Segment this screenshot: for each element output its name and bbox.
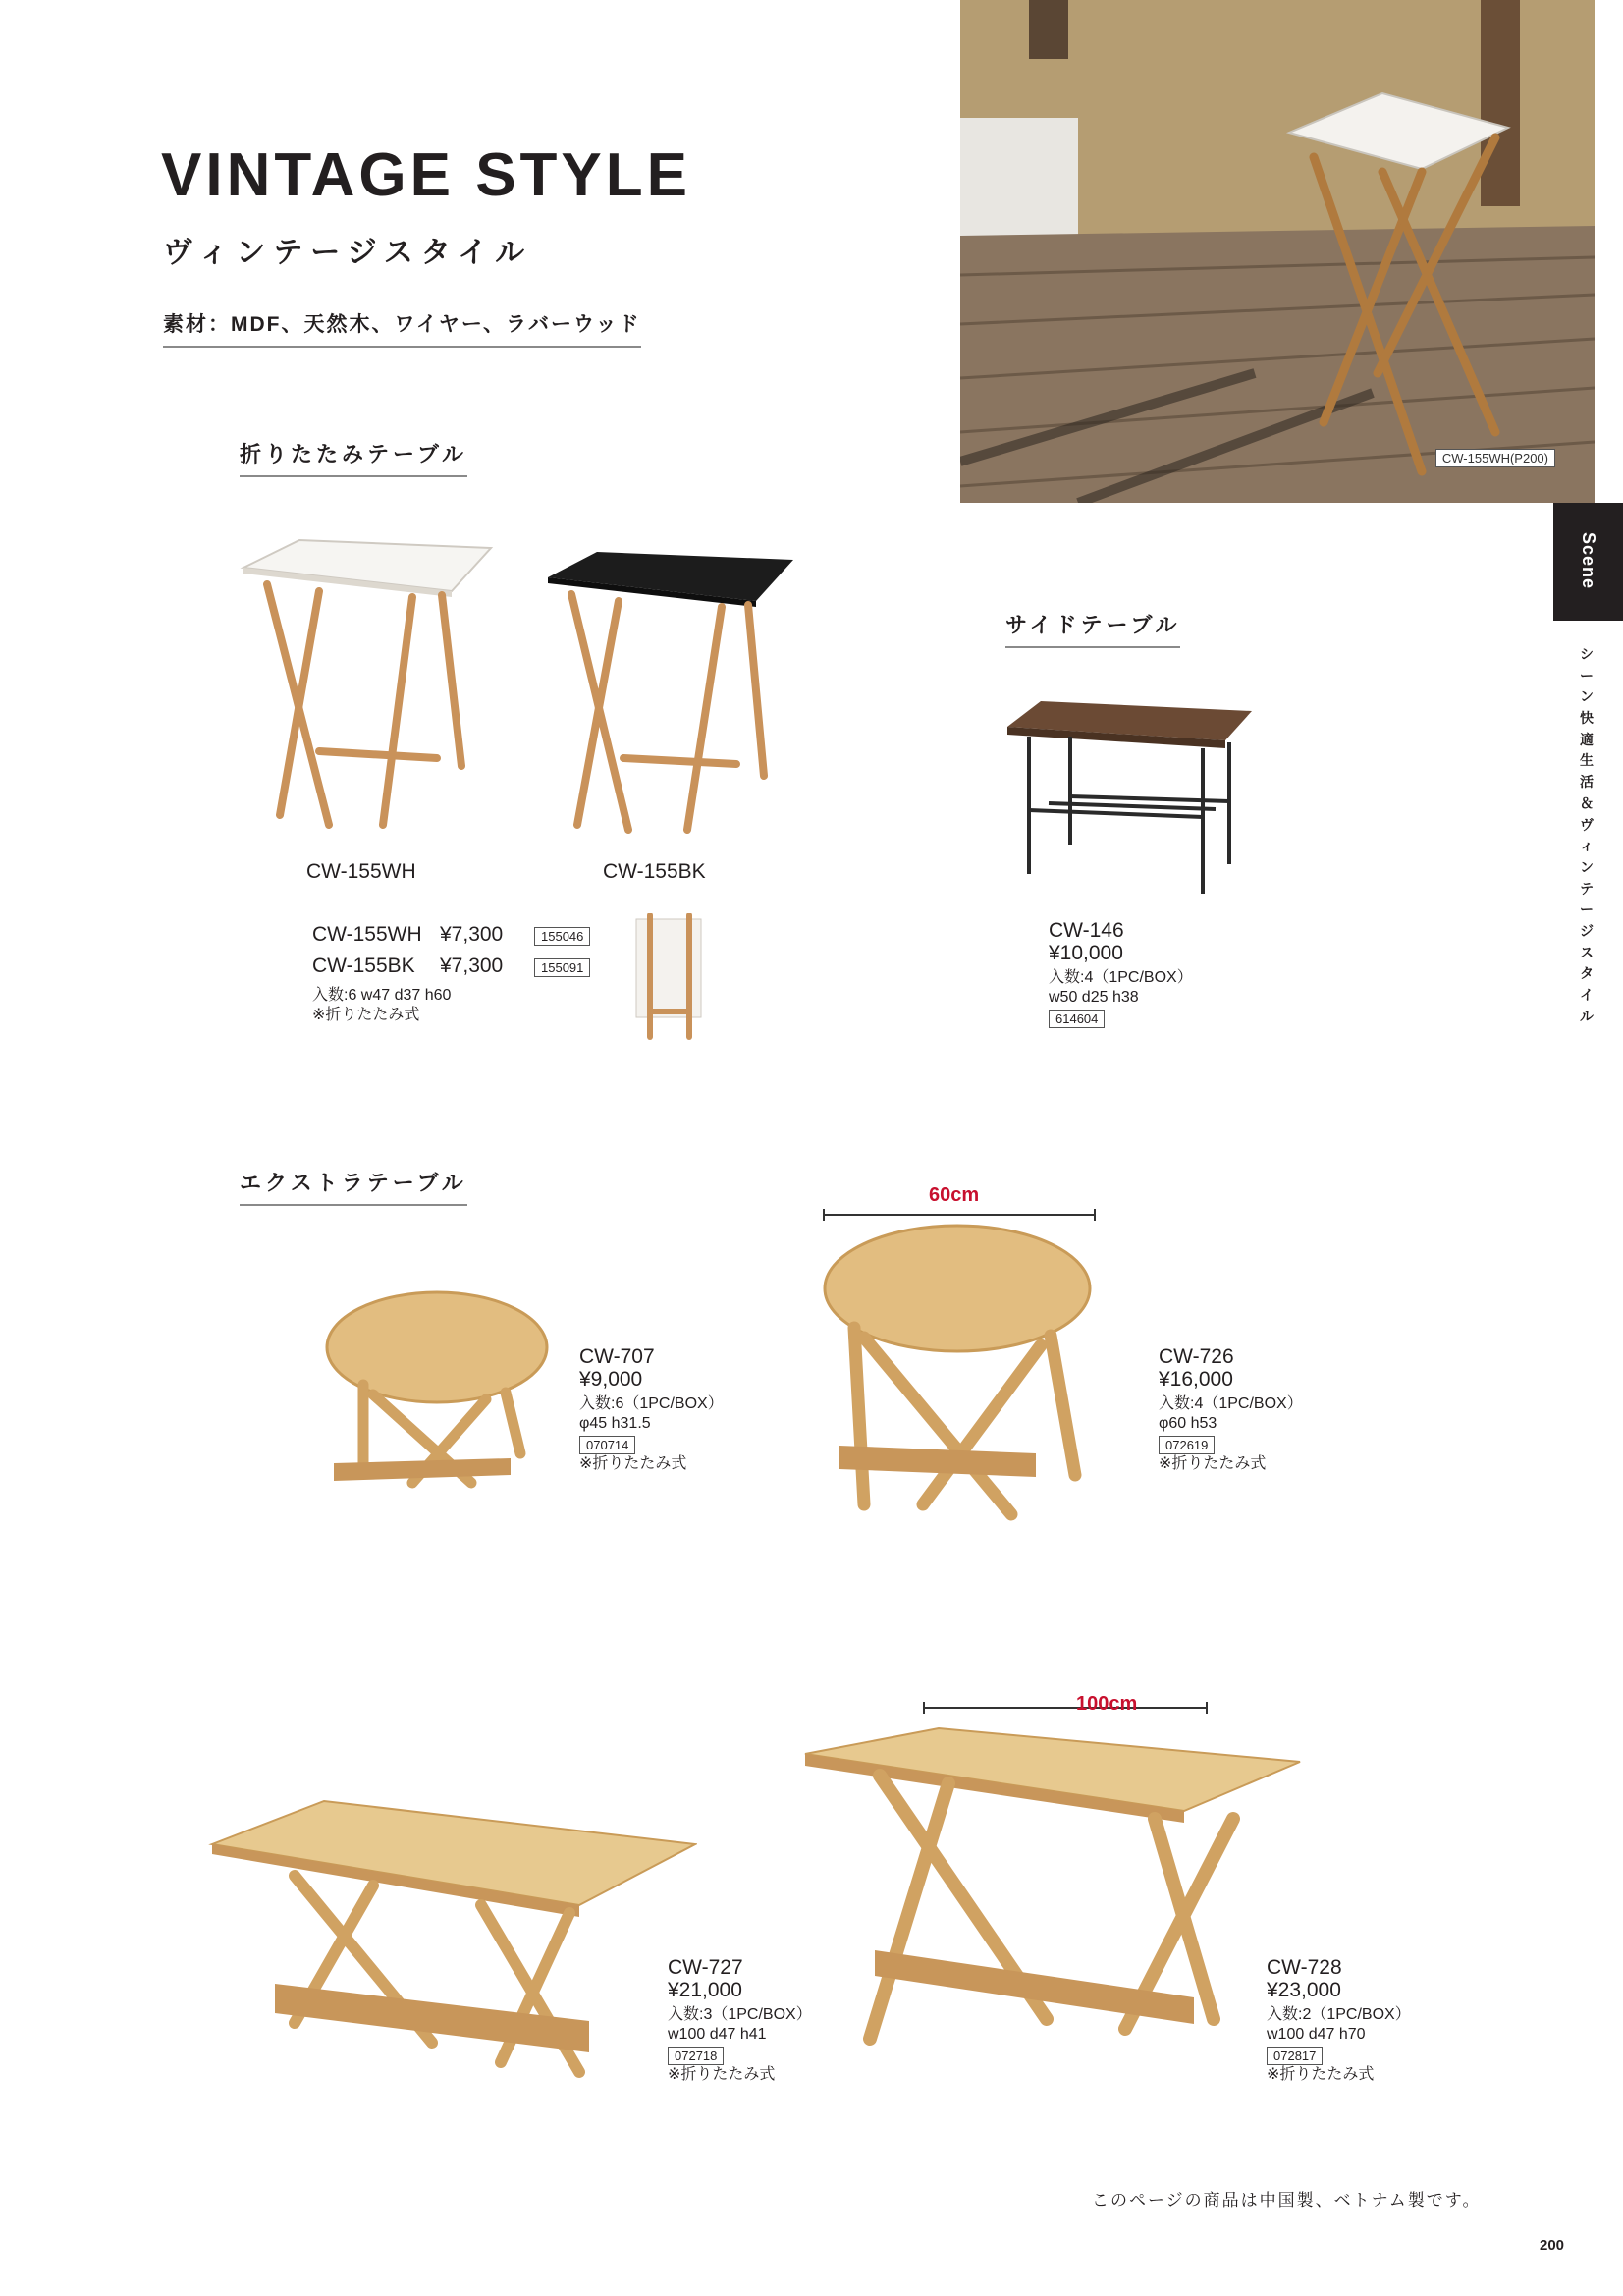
jan-code: 155091 — [534, 958, 590, 977]
product-qty: 入数:2（1PC/BOX） — [1267, 2006, 1411, 2024]
scene-tab-label: Scene — [1579, 532, 1598, 590]
product-price: ¥10,000 — [1049, 942, 1123, 965]
product-size: φ60 h53 — [1159, 1415, 1217, 1433]
product-price: ¥16,000 — [1159, 1368, 1233, 1392]
product-size: w100 d47 h41 — [668, 2026, 767, 2044]
table-cw727-image — [206, 1797, 697, 2082]
product-note: ※折りたたみ式 — [668, 2066, 776, 2084]
price-row — [312, 919, 607, 951]
price-row — [312, 951, 607, 982]
product-code: CW-146 — [1049, 919, 1124, 942]
product-code: CW-727 — [668, 1956, 743, 1979]
section-extra-tables: エクストラテーブル — [240, 1167, 467, 1206]
label-cw155bk: CW-155BK — [603, 860, 706, 883]
folding-tables-image — [226, 530, 815, 845]
product-code: CW-726 — [1159, 1345, 1234, 1368]
product-price: ¥21,000 — [668, 1979, 742, 2002]
scene-tab[interactable] — [1553, 503, 1623, 621]
product-qty: 入数:6（1PC/BOX） — [579, 1395, 724, 1413]
product-cw726 — [1159, 1345, 1303, 1474]
jan-code: 070714 — [579, 1436, 635, 1454]
dimension-label-60: 60cm — [929, 1184, 980, 1206]
jan-code: 072718 — [668, 2047, 724, 2065]
page-subtitle: ヴィンテージスタイル — [163, 237, 533, 269]
photo-caption: CW-155WH(P200) — [1435, 449, 1555, 467]
product-code: CW-728 — [1267, 1956, 1342, 1979]
product-size: φ45 h31.5 — [579, 1415, 651, 1433]
jan-code: 072817 — [1267, 2047, 1323, 2065]
product-price: ¥7,300 — [440, 923, 504, 947]
side-table-image — [1001, 697, 1257, 913]
product-note: ※折りたたみ式 — [579, 1455, 687, 1473]
product-size: w50 d25 h38 — [1049, 989, 1139, 1007]
scene-photo — [960, 0, 1595, 503]
section-folding-tables: 折りたたみテーブル — [240, 438, 467, 477]
product-code: CW-155WH — [312, 923, 422, 947]
vertical-section-text: シーン 快適生活＆ヴィンテージスタイル — [1580, 646, 1594, 1024]
folding-note: ※折りたたみ式 — [312, 1007, 420, 1023]
product-note: ※折りたたみ式 — [1159, 1455, 1267, 1473]
product-price: ¥7,300 — [440, 955, 504, 978]
product-price: ¥9,000 — [579, 1368, 643, 1392]
product-qty: 入数:3（1PC/BOX） — [668, 2006, 812, 2024]
table-cw728-image — [801, 1724, 1302, 2078]
material-line: 素材：MDF、天然木、ワイヤー、ラバーウッド — [163, 308, 641, 348]
dimension-label-100: 100cm — [1076, 1693, 1138, 1715]
table-cw726-image — [815, 1220, 1100, 1534]
dimension-line-60 — [823, 1214, 1096, 1216]
qty-size: 入数:6 w47 d37 h60 — [312, 987, 452, 1004]
jan-code: 155046 — [534, 927, 590, 946]
product-qty: 入数:4（1PC/BOX） — [1049, 969, 1193, 987]
dimension-line-100 — [923, 1707, 1208, 1709]
product-cw727 — [668, 1956, 812, 2085]
section-side-table: サイドテーブル — [1005, 609, 1180, 648]
product-cw728 — [1267, 1956, 1411, 2085]
jan-code: 614604 — [1049, 1010, 1105, 1028]
table-cw707-image — [314, 1286, 560, 1512]
product-cw707 — [579, 1345, 724, 1474]
folded-table-image — [628, 913, 717, 1041]
page-number: 200 — [1540, 2237, 1565, 2254]
label-cw155wh: CW-155WH — [306, 860, 416, 883]
product-code: CW-155BK — [312, 955, 415, 978]
product-size: w100 d47 h70 — [1267, 2026, 1366, 2044]
product-note: ※折りたたみ式 — [1267, 2066, 1375, 2084]
jan-code: 072619 — [1159, 1436, 1215, 1454]
folding-price-list — [312, 919, 607, 1025]
product-price: ¥23,000 — [1267, 1979, 1341, 2002]
origin-note: このページの商品は中国製、ベトナム製です。 — [1092, 2191, 1482, 2210]
scene-photo-image — [960, 0, 1595, 503]
product-code: CW-707 — [579, 1345, 655, 1368]
page-title: VINTAGE STYLE — [161, 141, 692, 209]
product-qty: 入数:4（1PC/BOX） — [1159, 1395, 1303, 1413]
product-cw146 — [1049, 919, 1193, 1028]
